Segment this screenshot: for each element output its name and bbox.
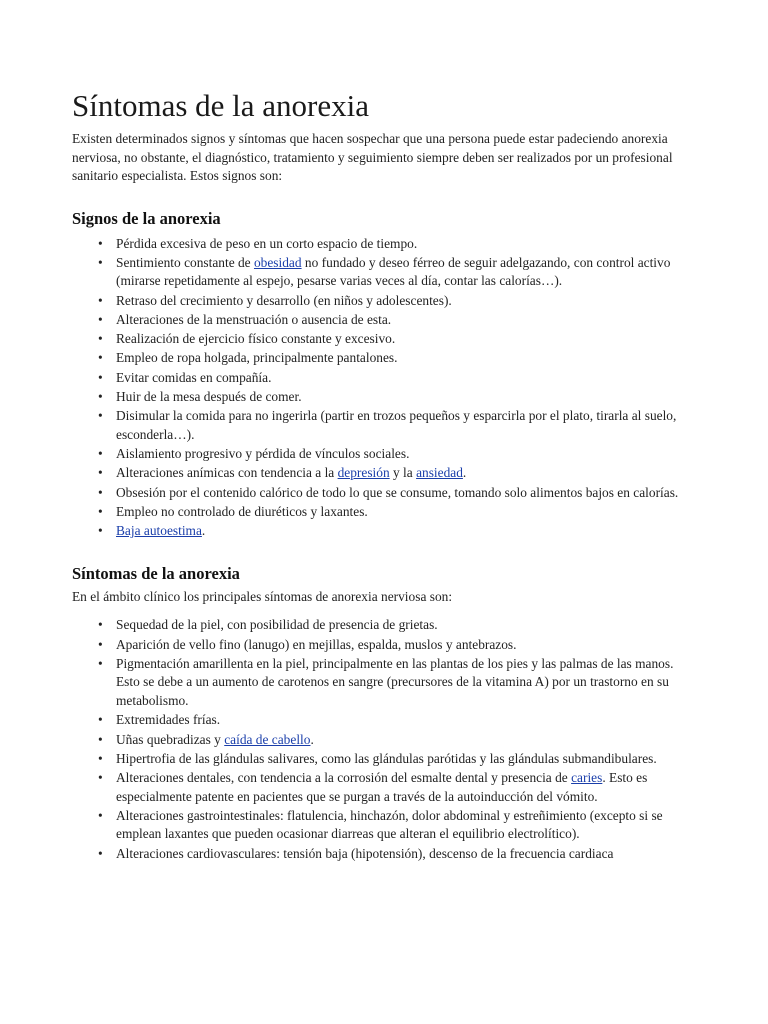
list-item: • Retraso del crecimiento y desarrollo (en niños y adolescentes). <box>72 292 698 311</box>
baja-autoestima-link[interactable]: Baja autoestima <box>116 523 202 539</box>
list-item: • Baja autoestima. <box>72 522 698 541</box>
caida-de-cabello-link[interactable]: caída de cabello <box>224 731 311 747</box>
document-page <box>72 88 698 864</box>
intro-paragraph: Existen determinados signos y síntomas que hacen sospechar que una persona puede estar padeciendo anorexia nerviosa, no obstante, el diagnóstico, tratamiento y seguimiento siempre deben ser realizados por un profesional sanitario especialista. Estos signos son: <box>72 131 673 183</box>
list-item: • Evitar comidas en compañía. <box>72 369 698 388</box>
list-item: • Disimular la comida para no ingerirla (partir en trozos pequeños y esparcirla por el plato, tirarla al suelo, esconderla…). <box>72 407 698 444</box>
list-item: • Sentimiento constante de obesidad no fundado y deseo férreo de seguir adelgazando, con control activo (mirarse repetidamente al espejo, pesarse varias veces al día, contar las calorías…). <box>72 254 698 291</box>
depresion-link[interactable]: depresión <box>337 465 390 481</box>
list-item: • Aislamiento progresivo y pérdida de vínculos sociales. <box>72 445 698 464</box>
list-item: • Aparición de vello fino (lanugo) en mejillas, espalda, muslos y antebrazos. <box>72 636 698 655</box>
list-item: • Obsesión por el contenido calórico de todo lo que se consume, tomando solo alimentos bajos en calorías. <box>72 484 698 503</box>
list-item: • Extremidades frías. <box>72 711 698 730</box>
sintomas-heading: Síntomas de la anorexia <box>72 563 240 583</box>
list-item: • Sequedad de la piel, con posibilidad de presencia de grietas. <box>72 616 698 635</box>
obesidad-link[interactable]: obesidad <box>253 254 302 270</box>
ansiedad-link[interactable]: ansiedad <box>416 465 463 481</box>
list-item: • Alteraciones dentales, con tendencia a la corrosión del esmalte dental y presencia de caries. Esto es especialmente patente en pacientes que se purgan a través de la autoinducción del vómito. <box>72 769 698 806</box>
caries-link[interactable]: caries <box>571 770 603 786</box>
list-item: • Hipertrofia de las glándulas salivares, como las glándulas parótidas y las glándulas submandibulares. <box>72 750 698 769</box>
sintomas-list <box>72 616 698 863</box>
list-item: • Pigmentación amarillenta en la piel, principalmente en las plantas de los pies y las palmas de las manos. Esto se debe a un aumento de carotenos en sangre (precursores de la vitamina A) por un trastorno en su metabolismo. <box>72 655 698 711</box>
list-item: • Huir de la mesa después de comer. <box>72 388 698 407</box>
list-item: • Empleo no controlado de diuréticos y laxantes. <box>72 503 698 522</box>
list-item: • Uñas quebradizas y caída de cabello. <box>72 731 698 750</box>
sintomas-intro: En el ámbito clínico los principales síntomas de anorexia nerviosa son: <box>72 588 453 604</box>
list-item: • Alteraciones gastrointestinales: flatulencia, hinchazón, dolor abdominal y estreñimiento (excepto si se emplean laxantes que pueden ocasionar diarreas que alteran el equilibrio electrolítico). <box>72 807 698 844</box>
signos-heading: Signos de la anorexia <box>72 208 221 228</box>
list-item: • Pérdida excesiva de peso en un corto espacio de tiempo. <box>72 235 698 254</box>
list-item: • Alteraciones de la menstruación o ausencia de esta. <box>72 311 698 330</box>
list-item: • Alteraciones anímicas con tendencia a la depresión y la ansiedad. <box>72 464 698 483</box>
list-item: • Alteraciones cardiovasculares: tensión baja (hipotensión), descenso de la frecuencia cardiaca <box>72 845 698 864</box>
list-item: • Empleo de ropa holgada, principalmente pantalones. <box>72 349 698 368</box>
page-title: Síntomas de la anorexia <box>72 88 369 123</box>
signos-list <box>72 235 698 541</box>
list-item: • Realización de ejercicio físico constante y excesivo. <box>72 330 698 349</box>
